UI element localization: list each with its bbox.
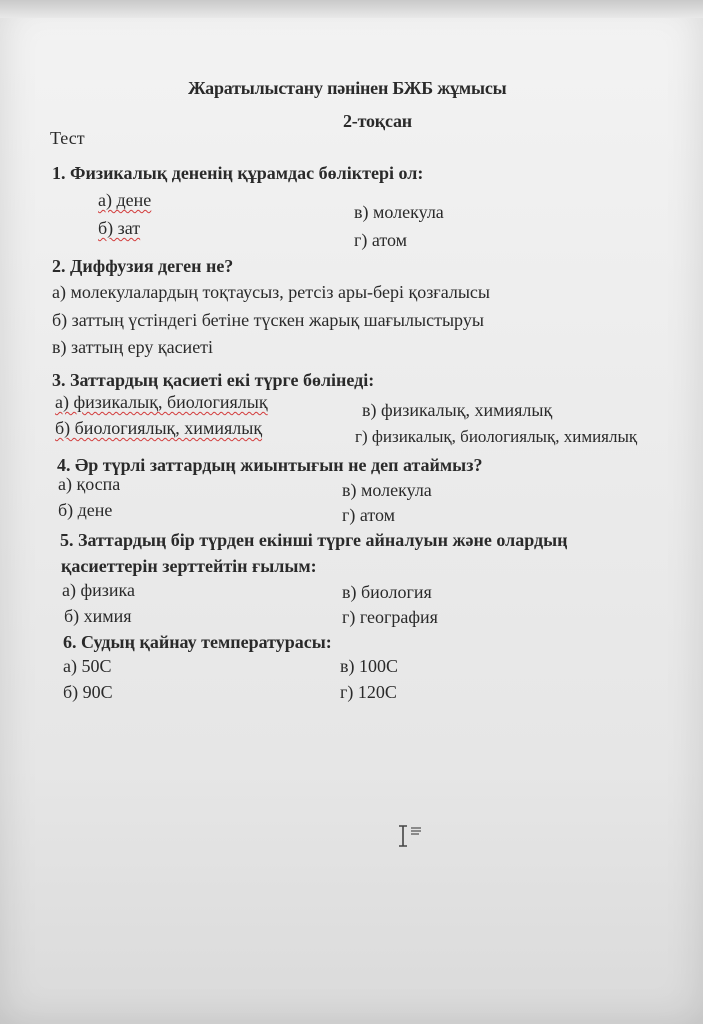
q5-option-d: г) география [342, 607, 438, 627]
q2-option-b: б) заттың үстіндегі бетіне түскен жарық шағылыстыруы [52, 310, 484, 330]
question-2: 2. Диффузия деген не? [52, 256, 234, 276]
q6-option-d: г) 120С [340, 682, 397, 702]
q2-option-a: а) молекулалардың тоқтаусыз, ретсіз ары-бері қозғалысы [52, 282, 490, 302]
q2-option-c: в) заттың еру қасиеті [52, 337, 214, 357]
q1-option-b: б) зат [98, 218, 141, 238]
question-5-line-1: 5. Заттардың бір түрден екінші түрге айналуын және олардың [60, 530, 568, 550]
q4-option-b: б) дене [58, 500, 113, 520]
q5-option-a: а) физика [62, 580, 135, 600]
q3-option-d: г) физикалық, биологиялық, химиялық [355, 427, 638, 446]
q5-option-c: в) биология [342, 582, 432, 602]
section-label: Тест [50, 128, 85, 148]
screen-edge [0, 0, 703, 18]
question-5-line-2: қасиеттерін зерттейтін ғылым: [61, 556, 317, 576]
q1-option-d: г) атом [354, 230, 408, 250]
q4-option-d: г) атом [342, 505, 396, 525]
q6-option-c: в) 100С [340, 656, 398, 676]
q1-option-a: а) дене [98, 190, 152, 210]
q5-option-b: б) химия [64, 606, 132, 626]
q3-option-a: а) физикалық, биологиялық [55, 392, 268, 412]
question-3: 3. Заттардың қасиеті екі түрге бөлінеді: [52, 370, 375, 390]
question-6: 6. Судың қайнау температурасы: [63, 632, 332, 652]
question-1: 1. Физикалық дененің құрамдас бөліктері ол: [52, 163, 424, 183]
q6-option-a: а) 50С [63, 656, 112, 676]
quarter-label: 2-тоқсан [343, 111, 412, 131]
q3-option-b: б) биологиялық, химиялық [55, 418, 263, 438]
q6-option-b: б) 90С [63, 682, 113, 702]
document-title: Жаратылыстану пәнінен БЖБ жұмысы [188, 78, 507, 98]
q4-option-a: а) қоспа [58, 474, 121, 494]
q4-option-c: в) молекула [342, 480, 432, 500]
text-cursor-icon [397, 824, 427, 848]
q1-option-c: в) молекула [354, 202, 444, 222]
q3-option-c: в) физикалық, химиялық [362, 400, 553, 420]
question-4: 4. Әр түрлі заттардың жиынтығын не деп атаймыз? [57, 455, 483, 475]
